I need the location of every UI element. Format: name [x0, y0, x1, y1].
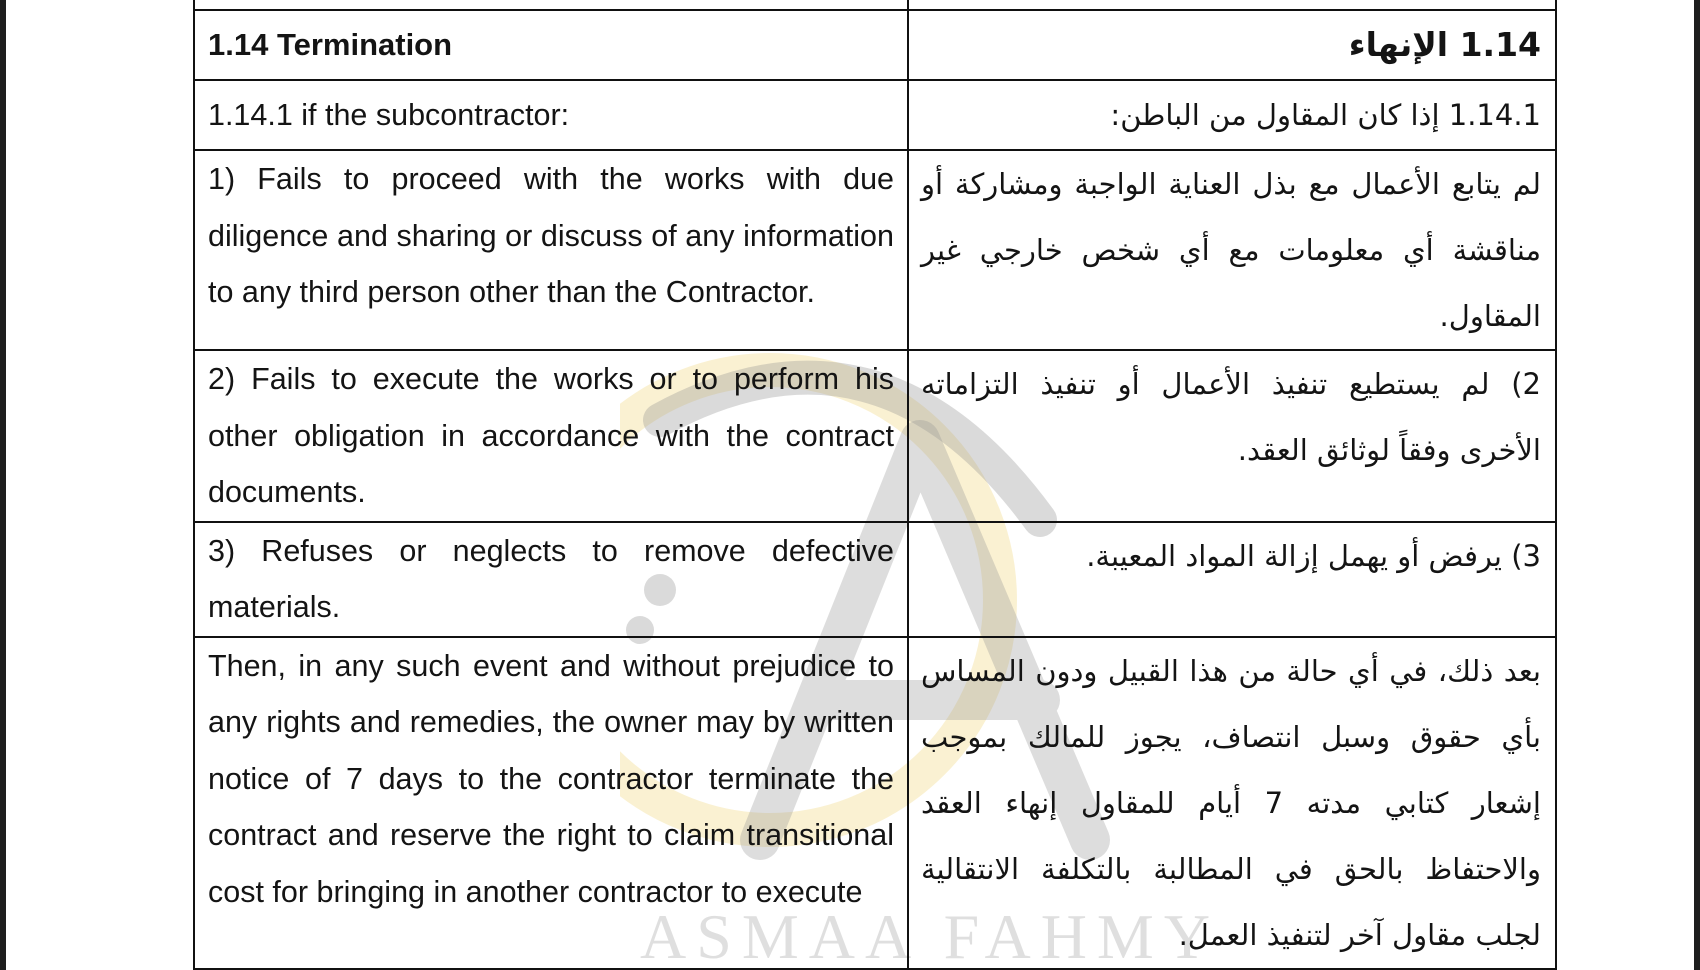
clause-row-2 [194, 350, 1556, 522]
subsection-ar: 1.14.1 إذا كان المقاول من الباطن: [908, 80, 1556, 150]
clause-row-4 [194, 637, 1556, 969]
subsection-en: 1.14.1 if the subcontractor: [194, 80, 908, 150]
clause-3-ar: 3) يرفض أو يهمل إزالة المواد المعيبة. [908, 522, 1556, 637]
clause-4-en: Then, in any such event and without prejudice to any rights and remedies, the owner may by written notice of 7 days to the contractor terminate the contract and reserve the right to claim transitional cost for bringing in another contractor to execute [194, 637, 908, 969]
clause-2-en: 2) Fails to execute the works or to perform his other obligation in accordance with the contract documents. [194, 350, 908, 522]
clause-row-1 [194, 150, 1556, 350]
viewer-left-edge [0, 0, 6, 970]
subsection-row [194, 80, 1556, 150]
section-heading-ar: 1.14 الإنهاء [908, 10, 1556, 80]
section-heading-en: 1.14 Termination [194, 10, 908, 80]
bilingual-contract-table [193, 0, 1557, 970]
clause-1-en: 1) Fails to proceed with the works with due diligence and sharing or discuss of any information to any third person other than the Contractor. [194, 150, 908, 350]
clause-2-ar: 2) لم يستطيع تنفيذ الأعمال أو تنفيذ التزاماته الأخرى وفقاً لوثائق العقد. [908, 350, 1556, 522]
top-strip-ar [908, 0, 1556, 10]
top-strip-en [194, 0, 908, 10]
table-top-strip [194, 0, 1556, 10]
watermark-text: ASMAA FAHMY [640, 901, 1221, 970]
clause-1-ar: لم يتابع الأعمال مع بذل العناية الواجبة ومشاركة أو مناقشة أي معلومات مع أي شخص خارجي غير المقاول. [908, 150, 1556, 350]
clause-row-3 [194, 522, 1556, 637]
clause-4-ar: بعد ذلك، في أي حالة من هذا القبيل ودون المساس بأي حقوق وسبل انتصاف، يجوز للمالك بموجب إشعار كتابي مدته 7 أيام للمقاول إنهاء العقد والاحتفاظ بالحق في المطالبة بالتكلفة الانتقالية لجلب مقاول آخر لتنفيذ العمل. [908, 637, 1556, 969]
viewer-right-edge [1694, 0, 1700, 970]
clause-3-en: 3) Refuses or neglects to remove defective materials. [194, 522, 908, 637]
section-heading-row [194, 10, 1556, 80]
